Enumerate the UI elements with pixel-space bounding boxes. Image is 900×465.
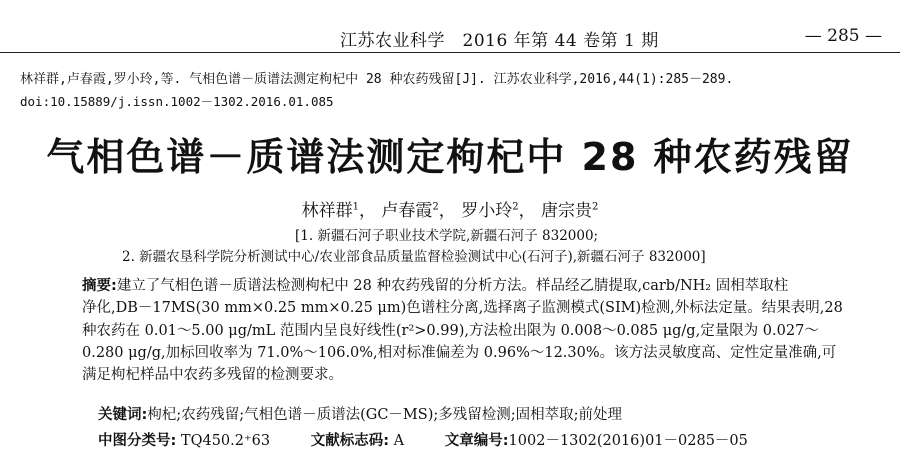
keywords <box>98 403 622 424</box>
author-name: 卢春霞 <box>381 201 433 221</box>
author-name: 罗小玲 <box>461 201 513 221</box>
paper-title: 气相色谱－质谱法测定枸杞中 28 种农药残留 <box>46 135 854 179</box>
page-number: — 285 — <box>804 26 882 46</box>
doi-line: doi:10.15889/j.issn.1002－1302.2016.01.085 <box>20 94 334 109</box>
abstract-label: 摘要: <box>82 278 117 294</box>
author-affil-mark: 2 <box>512 201 519 213</box>
author-name: 唐宗贵 <box>540 201 592 221</box>
clc-value: TQ450.2⁺63 <box>180 433 271 449</box>
running-header <box>0 22 900 53</box>
keywords-text: 枸杞;农药残留;气相色谱－质谱法(GC－MS);多残留检测;固相萃取;前处理 <box>147 407 623 423</box>
affiliation: 2. 新疆农垦科学院分析测试中心/农业部食品质量监督检验测试中心(石河子),新疆石河子 832000] <box>122 249 706 265</box>
citation-line: 林祥群,卢春霞,罗小玲,等. 气相色谱－质谱法测定枸杞中 28 种农药残留[J]. 江苏农业科学,2016,44(1):285－289. <box>20 72 734 87</box>
abstract-line: 净化,DB－17MS(30 mm×0.25 mm×0.25 μm)色谱柱分离,选择离子监测模式(SIM)检测,外标法定量。结果表明,28 <box>82 300 843 317</box>
clc-label: 中图分类号: <box>98 433 177 449</box>
author-affil-mark: 2 <box>432 201 439 213</box>
classification-line <box>98 429 748 450</box>
journal-issue: 江苏农业科学 2016 年第 44 卷第 1 期 <box>340 31 659 51</box>
doc-code-value: A <box>393 433 405 449</box>
abstract <box>82 275 862 386</box>
author-name: 林祥群 <box>301 201 353 221</box>
author-affil-mark: 1 <box>352 201 360 213</box>
affiliation: [1. 新疆石河子职业技术学院,新疆石河子 832000; <box>295 228 599 244</box>
doc-code-label: 文献标志码: <box>310 433 390 449</box>
abstract-line <box>82 275 862 297</box>
author-list: 林祥群$^1$， 卢春霞$^2$， 罗小玲$^2$， 唐宗贵$^2$ <box>301 201 599 221</box>
abstract-line: 种农药在 0.01～5.00 μg/mL 范围内呈良好线性(r²>0.99),方法检出限为 0.008～0.085 μg/g,定量限为 0.027～ <box>82 322 819 339</box>
article-id-label: 文章编号: <box>444 433 509 449</box>
article-id-value: 1002－1302(2016)01－0285－05 <box>508 433 748 449</box>
abstract-line: 满足枸杞样品中农药多残留的检测要求。 <box>82 367 343 384</box>
abstract-text: 建立了气相色谱－质谱法检测枸杞中 28 种农药残留的分析方法。样品经乙腈提取,carb/NH₂ 固相萃取柱 <box>116 278 789 294</box>
keywords-label: 关键词: <box>98 407 148 423</box>
author-affil-mark: 2 <box>591 201 599 213</box>
abstract-line: 0.280 μg/g,加标回收率为 71.0%～106.0%,相对标准偏差为 0.96%～12.30%。该方法灵敏度高、定性定量准确,可 <box>82 344 837 361</box>
